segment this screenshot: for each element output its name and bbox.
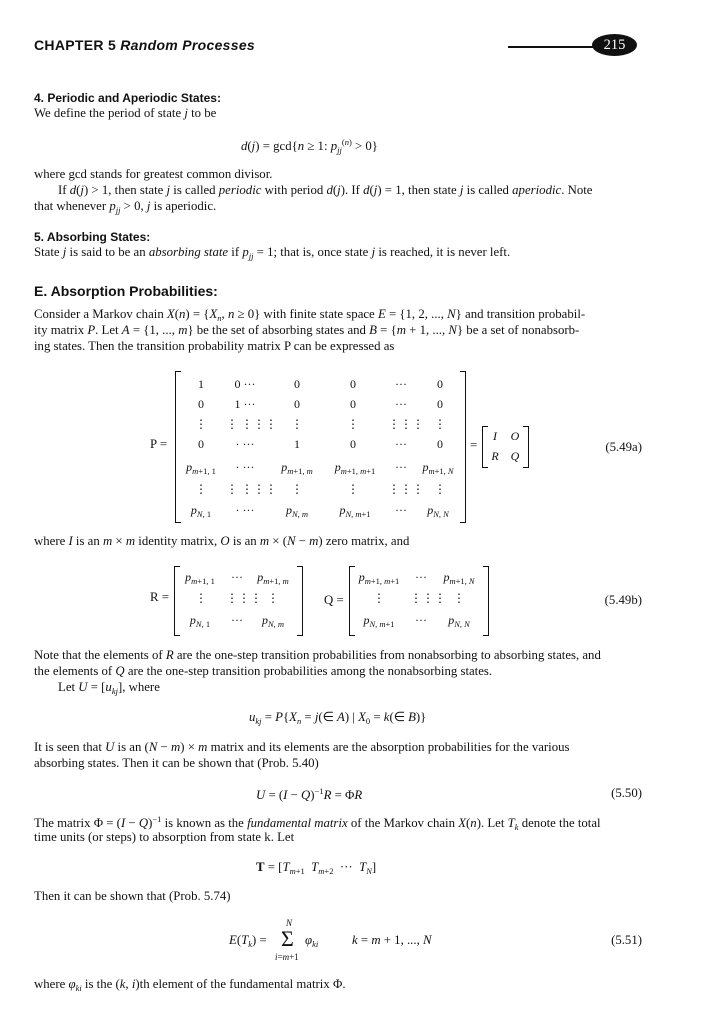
matrix-Q-label: Q = <box>324 593 344 607</box>
sum-upper-limit: N <box>286 918 293 928</box>
P-r3-c2: ⋮ ⋮⋮⋮ <box>226 417 277 431</box>
R-r2-c1: ⋮ <box>195 591 207 605</box>
P-r7-c1: $p_{N, 1}$ <box>190 503 212 519</box>
Q-r3-c2: ··· <box>415 613 427 627</box>
section5-line1: State j is said to be an absorbing state if $p_{jj} = 1$; that is, once state j is reached, it is never left. <box>34 245 511 261</box>
equals-sign: = <box>470 438 478 452</box>
chapter-title: Random Processes <box>120 37 255 53</box>
sectionE-para1-line1: Consider a Markov chain $X(n) = \{X_n$, n ≥ 0} with finite state space E = {1, 2, ..., N} and transition probabil- <box>34 307 586 323</box>
eq-550: $U = (I - Q)^{-1}R = \Phi R$ <box>256 786 363 802</box>
P-r1-c4: 0 <box>350 377 356 391</box>
P-r1-c6: 0 <box>437 377 443 391</box>
period-equation: d(j) = gcd{n ≥ 1: $p_{jj}^{(n)} > 0$} <box>241 137 378 155</box>
section4-line4: that whenever $p_{jj} > 0$, j is aperiodic. <box>34 199 217 215</box>
P-r3-c6: ⋮ <box>434 417 446 431</box>
page-number: 215 <box>592 34 637 56</box>
Q-r3-c3: $p_{N, N}$ <box>448 613 470 629</box>
P-r3-c3: ⋮ <box>291 417 303 431</box>
section4-line2: where gcd stands for greatest common divisor. <box>34 167 273 181</box>
where-I-O-line: where I is an m × m identity matrix, O is an m × (N − m) zero matrix, and <box>34 534 410 548</box>
last-line: where $\varphi_{ki}$ is the (k, i)th element of the fundamental matrix Φ. <box>34 977 346 993</box>
P-r2-c6: 0 <box>437 397 443 411</box>
P-r3-c4: ⋮ <box>347 417 359 431</box>
P-r5-c6: $p_{m+1, N}$ <box>422 460 454 476</box>
P-r2-c5: ··· <box>395 397 407 411</box>
P-r5-c2: · ··· <box>235 460 255 474</box>
block-R: R <box>491 449 499 463</box>
sum-lower-limit: i=m+1 <box>275 952 299 962</box>
eq-549b-label: (5.49b) <box>604 593 642 607</box>
section4-line3: If d(j) > 1, then state j is called periodic with period d(j). If d(j) = 1, then state j is called aperiodic. Note <box>58 183 593 197</box>
P-r7-c6: $p_{N, N}$ <box>427 503 449 519</box>
P-r7-c5: ··· <box>395 503 407 517</box>
P-r2-c2: 1 ··· <box>234 397 256 411</box>
note-line2: the elements of Q are the one-step transition probabilities among the nonabsorbing states. <box>34 664 493 678</box>
seen-line2: absorbing states. Then it can be shown that (Prob. 5.40) <box>34 756 319 770</box>
block-O: O <box>510 429 520 443</box>
sectionE-para1-line2: ity matrix P. Let A = {1, ..., m} be the set of absorbing states and B = {m + 1, ..., N} be a set of nonabsorb- <box>34 323 580 337</box>
then-line: Then it can be shown that (Prob. 5.74) <box>34 889 231 903</box>
block-I: I <box>493 429 497 443</box>
chapter-header <box>34 37 255 53</box>
sum-sign: Σ <box>281 926 294 951</box>
seen-line1: It is seen that U is an (N − m) × m matrix and its elements are the absorption probabilities for the various <box>34 740 570 754</box>
R-r1-c1: $p_{m+1, 1}$ <box>185 570 215 586</box>
eq-550-label: (5.50) <box>611 786 642 800</box>
chapter-label: CHAPTER 5 <box>34 37 117 53</box>
P-r3-c5: ⋮⋮⋮ <box>388 417 424 431</box>
sectionE-heading: E. Absorption Probabilities: <box>34 283 218 299</box>
P-r2-c4: 0 <box>350 397 356 411</box>
P-r2-c3: 0 <box>294 397 300 411</box>
phi-line2: time units (or steps) to absorption from state k. Let <box>34 830 295 844</box>
Q-r1-c3: $p_{m+1, N}$ <box>443 570 475 586</box>
P-r7-c3: $p_{N, m}$ <box>285 503 309 519</box>
P-r7-c2: · ··· <box>235 503 255 517</box>
matrix-P-left-bracket <box>175 371 181 523</box>
Q-r2-c2: ⋮⋮⋮ <box>410 591 446 605</box>
section4-heading: 4. Periodic and Aperiodic States: <box>34 91 221 105</box>
u-equation: $u_{kj} = P\{X_n$ = j(∈ A) | $X_0$ = k(∈ B)} <box>249 710 427 726</box>
P-r5-c4: $p_{m+1, m+1}$ <box>334 460 376 476</box>
Q-r3-c1: $p_{N, m+1}$ <box>363 613 395 629</box>
matrix-R-label: R = <box>150 590 169 604</box>
Q-r1-c2: ··· <box>415 570 427 584</box>
Q-r2-c1: ⋮ <box>373 591 385 605</box>
P-r4-c6: 0 <box>437 437 443 451</box>
eq-551-lhs: $E(T_k)$ = <box>229 933 267 949</box>
P-r4-c5: ··· <box>395 437 407 451</box>
phi-line1: The matrix $\Phi = (I - Q)^{-1}$ is known as the fundamental matrix of the Markov chain X(n). Let $T_k$ denote the total <box>34 814 601 832</box>
P-r1-c1: 1 <box>198 377 204 391</box>
P-r7-c4: $p_{N, m+1}$ <box>339 503 371 519</box>
T-vector-equation: $T = [T_{m+1}$ $T_{m+2}$ ··· $T_N$] <box>256 860 377 876</box>
sectionE-para1-line3: ing states. Then the transition probability matrix P can be expressed as <box>34 339 395 353</box>
eq-551-label: (5.51) <box>611 933 642 947</box>
P-r4-c1: 0 <box>198 437 204 451</box>
R-r2-c2: ⋮⋮⋮ <box>226 591 262 605</box>
eq-549a-label: (5.49a) <box>605 440 642 454</box>
block-Q: Q <box>510 449 520 463</box>
let-U-line: Let $U = [u_{kj}]$, where <box>58 680 160 696</box>
R-r1-c2: ··· <box>231 570 243 584</box>
R-r1-c3: $p_{m+1, m}$ <box>257 570 289 586</box>
P-r4-c2: · ··· <box>235 437 255 451</box>
P-r5-c1: $p_{m+1, 1}$ <box>186 460 216 476</box>
P-r6-c1: ⋮ <box>195 482 207 496</box>
section4-line1: We define the period of state j to be <box>34 106 217 120</box>
P-r5-c5: ··· <box>395 460 407 474</box>
P-r1-c5: ··· <box>395 377 407 391</box>
P-r6-c4: ⋮ <box>347 482 359 496</box>
R-r2-c3: ⋮ <box>267 591 279 605</box>
P-r1-c3: 0 <box>294 377 300 391</box>
eq-551-term: $\varphi_{ki}$ <box>305 933 319 949</box>
P-r2-c1: 0 <box>198 397 204 411</box>
Q-r1-c1: $p_{m+1, m+1}$ <box>358 570 400 586</box>
R-r3-c3: $p_{N, m}$ <box>261 613 285 629</box>
header-rule <box>508 46 600 48</box>
P-r6-c6: ⋮ <box>434 482 446 496</box>
P-r1-c2: 0 ··· <box>234 377 256 391</box>
section5-heading: 5. Absorbing States: <box>34 230 151 244</box>
eq-551-range: k = m + 1, ..., N <box>352 933 432 947</box>
P-r6-c3: ⋮ <box>291 482 303 496</box>
P-r6-c5: ⋮⋮⋮ <box>388 482 424 496</box>
P-r3-c1: ⋮ <box>195 417 207 431</box>
R-r3-c1: $p_{N, 1}$ <box>189 613 211 629</box>
block-right-bracket <box>523 426 529 468</box>
P-r4-c3: 1 <box>294 437 300 451</box>
P-r5-c3: $p_{m+1, m}$ <box>281 460 313 476</box>
matrix-P-right-bracket <box>460 371 466 523</box>
R-r3-c2: ··· <box>231 613 243 627</box>
P-r4-c4: 0 <box>350 437 356 451</box>
matrix-P-label: P = <box>150 437 168 451</box>
P-r6-c2: ⋮ ⋮⋮⋮ <box>226 482 277 496</box>
Q-r2-c3: ⋮ <box>453 591 465 605</box>
note-line1: Note that the elements of R are the one-step transition probabilities from nonabsorbing to absorbing states, and <box>34 648 601 662</box>
